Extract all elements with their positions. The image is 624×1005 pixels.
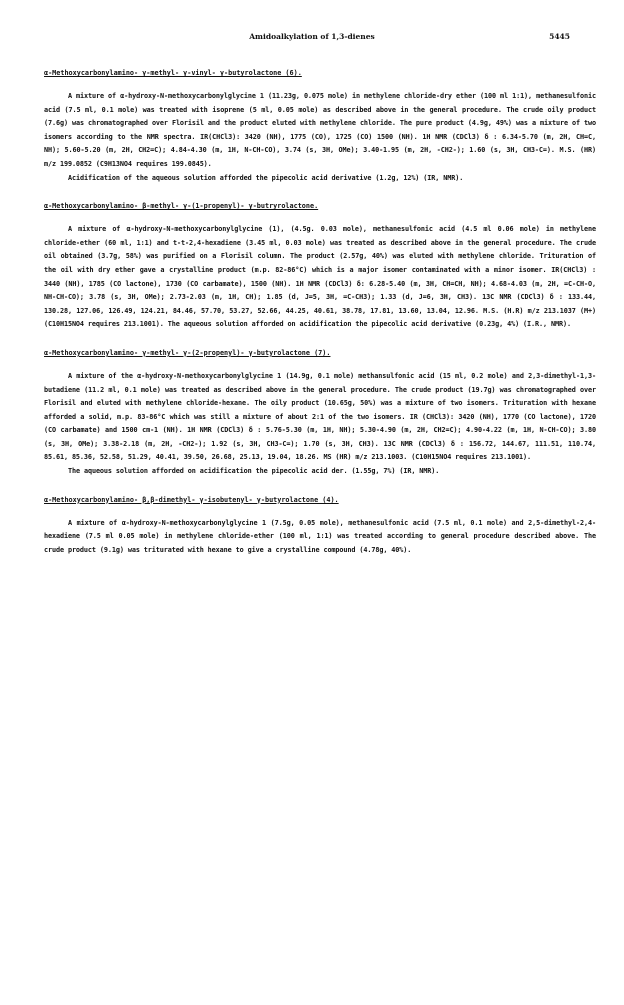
section-compound-4 — [44, 495, 596, 558]
section-propenyl-lactone — [44, 201, 596, 332]
page-number: 5445 — [549, 32, 570, 41]
paragraph: A mixture of α-hydroxy-N-methoxycarbonylglycine 1 (7.5g, 0.05 mole), methanesulfonic acid (7.5 ml, 0.1 mole) and 2,5-dimethyl-2,4-hexadiene (7.5 ml 0.05 mole) in methylene chloride-ether (100 ml, 1:1) was treated according to general procedure described above. The crude product (9.1g) was triturated with hexane to give a crystalline compound (4.78g, 40%). — [44, 518, 596, 554]
section-heading: α-Methoxycarbonylamino- β-methyl- γ-(1-propenyl)- γ-butryrolactone. — [44, 202, 319, 211]
paragraph: A mixture of the α-hydroxy-N-methoxycarbonylglycine 1 (14.9g, 0.1 mole) methansulfonic acid (15 ml, 0.2 mole) and 2,3-dimethyl-1,3-butadiene (11.2 ml, 0.1 mole) was treated as described above in the general procedure. The crude product (19.7g) was chromatographed over Florisil and eluted with methylene chloride-hexane. The oily product (10.65g, 50%) was a mixture of two isomers. Trituration with hexane afforded a solid, m.p. 83-86°C which was still a mixture of about 2:1 of the two isomers. IR (CHCl3): 3420 (NH), 1770 (CO lactone), 1720 (CO carbamate) and 1500 cm-1 (NH). 1H NMR (CDCl3) δ : 5.76-5.30 (m, 1H, NH); 5.30-4.90 (m, 2H, CH2=C); 4.90-4.22 (m, 1H, N-CH-CO); 3.80 (s, 3H, OMe); 3.38-2.18 (m, 2H, -CH2-); 1.92 (s, 3H, CH3-C=); 1.70 (s, 3H, CH3). 13C NMR (CDCl3) δ : 156.72, 144.67, 111.51, 110.74, 85.61, 85.36, 52.58, 51.29, 40.41, 39.50, 26.68, 25.13, 19.04, 18.26. MS (HR) m/z 213.1003. (C10H15NO4 requires 213.1001). — [44, 371, 596, 462]
running-title: Amidoalkylation of 1,3-dienes — [249, 32, 375, 41]
article-body — [44, 68, 596, 557]
section-compound-6 — [44, 68, 596, 185]
section-compound-7 — [44, 348, 596, 479]
section-heading: α-Methoxycarbonylamino- γ-methyl- γ-(2-propenyl)- γ-butyrolactone (7). — [44, 348, 331, 357]
paragraph: A mixture of α-hydroxy-N-methoxycarbonylglycine (1), (4.5g. 0.03 mole), methanesulfonic acid (4.5 ml 0.06 mole) in methylene chloride-ether (60 ml, 1:1) and t-t-2,4-hexadiene (3.45 ml, 0.03 mole) was treated as described above in the general procedure. The crude oil obtained (3.7g, 58%) was purified on a Florisil column. The product (2.57g, 40%) was eluted with methylene chloride. Trituration of the oil with dry ether gave a crystalline product (m.p. 82-86°C) which is a major isomer contaminated with a minor isomer. IR(CHCl3) : 3440 (NH), 1785 (CO lactone), 1730 (CO carbamate), 1500 (NH). 1H NMR (CDCl3) δ: 6.28-5.40 (m, 3H, CH=CH, NH); 4.68-4.03 (m, 2H, =C-CH-O, NH-CH-CO); 3.78 (s, 3H, OMe); 2.73-2.03 (m, 1H, CH); 1.85 (d, J=5, 3H, =C-CH3); 1.33 (d, J=6, 3H, CH3). 13C NMR (CDCl3) δ : 133.44, 130.28, 127.06, 126.49, 124.21, 84.46, 57.70, 53.27, 52.66, 44.25, 40.61, 38.78, 17.81, 13.60, 13.04, 12.96. M.S. (H.R) m/z 213.1037 (M+) (C10H15NO4 requires 213.1001). The aqueous solution afforded on acidification the pipecolic acid derivative (0.23g, 4%) (I.R., NMR). — [44, 225, 596, 329]
paragraph: The aqueous solution afforded on acidification the pipecolic acid der. (1.55g, 7%) (IR, NMR). — [68, 467, 440, 476]
section-heading: α-Methoxycarbonylamino- γ-methyl- γ-vinyl- γ-butyrolactone (6). — [44, 69, 302, 77]
paragraph: A mixture of α-hydroxy-N-methoxycarbonylglycine 1 (11.23g, 0.075 mole) in methylene chloride-dry ether (100 ml 1:1), methanesulfonic acid (7.5 ml, 0.1 mole) was treated with isoprene (5 ml, 0.05 mole) as described above in the general procedure. The crude oily product (7.6g) was chromatographed over Florisil and the product eluted with methylene chloride. The pure product (4.9g, 49%) was a mixture of two isomers according to the NMR spectra. IR(CHCl3): 3420 (NH), 1775 (CO), 1725 (CO) 1500 (NH). 1H NMR (CDCl3) δ : 6.34-5.70 (m, 2H, CH=C, NH); 5.60-5.20 (m, 2H, CH2=C); 4.84-4.30 (m, 1H, N-CH-CO), 3.74 (s, 3H, OMe); 3.40-1.95 (m, 2H, -CH2-); 1.60 (s, 3H, CH3-C=). M.S. (HR) m/z 199.0852 (C9H13NO4 requires 199.0845). — [44, 92, 596, 168]
section-heading: α-Methoxycarbonylamino- β,β-dimethyl- γ-isobutenyl- γ-butyrolactone (4). — [44, 495, 339, 504]
paragraph: Acidification of the aqueous solution afforded the pipecolic acid derivative (1.2g, 12%) (IR, NMR). — [68, 173, 464, 182]
